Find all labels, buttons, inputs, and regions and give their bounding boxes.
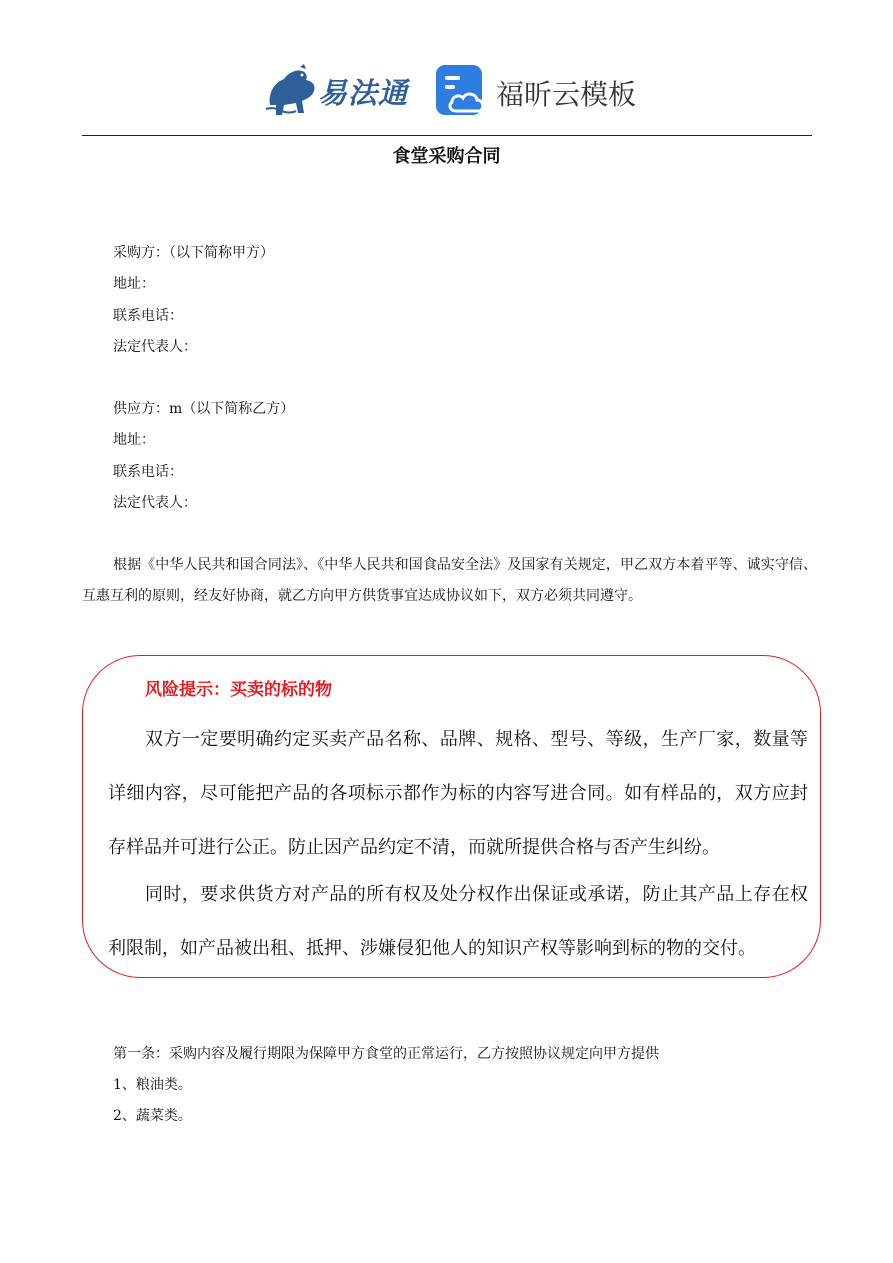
buyer-phone-line: 联系电话： <box>113 308 183 324</box>
fuxin-brand-text: 福昕云模板 <box>496 78 637 111</box>
yifatong-brand-text: 易法通 <box>318 76 409 110</box>
fuxin-cloud-template-logo <box>436 65 656 117</box>
document-title: 食堂采购合同 <box>392 146 501 167</box>
page-header <box>0 55 893 125</box>
buyer-representative-line: 法定代表人： <box>113 339 197 355</box>
risk-notice-paragraph-1: 双方一定要明确约定买卖产品名称、品牌、规格、型号、等级，生产厂家，数量等详细内容，尽可能把产品的各项标示都作为标的内容写进合同。如有样品的，双方应封存样品并可进行公正。防止因产品约定不清，而就所提供合格与否产生纠纷。 <box>108 729 808 858</box>
list-item: 2、蔬菜类。 <box>113 1108 192 1124</box>
buyer-address-line: 地址： <box>113 276 155 292</box>
horse-emblem-icon <box>262 63 322 119</box>
supplier-address-line: 地址： <box>113 432 155 448</box>
risk-notice-title: 风险提示：买卖的标的物 <box>145 680 332 700</box>
buyer-party-line: 采购方：（以下简称甲方） <box>113 245 274 261</box>
supplier-representative-line: 法定代表人： <box>113 495 197 511</box>
cloud-document-icon <box>436 65 488 117</box>
yifatong-logo <box>262 63 422 119</box>
header-divider <box>82 135 812 136</box>
supplier-phone-line: 联系电话： <box>113 464 183 480</box>
list-item: 1、粮油类。 <box>113 1077 192 1093</box>
risk-notice-paragraph-2: 同时，要求供货方对产品的所有权及处分权作出保证或承诺，防止其产品上存在权利限制，如产品被出租、抵押、涉嫌侵犯他人的知识产权等影响到标的物的交付。 <box>108 884 808 959</box>
preamble-paragraph: 根据《中华人民共和国合同法》、《中华人民共和国食品安全法》及国家有关规定，甲乙双方本着平等、诚实守信、互惠互利的原则，经友好协商，就乙方向甲方供货事宜达成协议如下，双方必须共同遵守。 <box>82 557 817 604</box>
article-1-text: 第一条：采购内容及履行期限为保障甲方食堂的正常运行，乙方按照协议规定向甲方提供 <box>113 1046 659 1062</box>
supplier-party-line: 供应方：m（以下简称乙方） <box>113 401 295 417</box>
